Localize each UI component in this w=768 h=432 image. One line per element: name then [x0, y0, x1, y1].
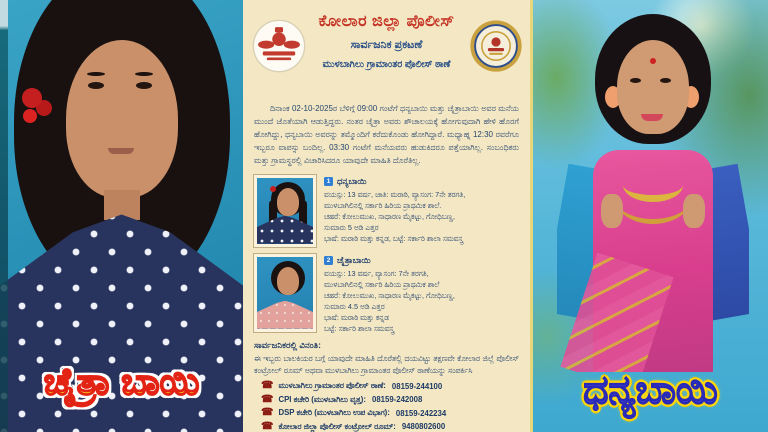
contact-list [254, 381, 519, 432]
public-request-section [254, 340, 519, 432]
contact-label: ಮುಳಬಾಗಿಲು ಗ್ರಾಮಾಂತರ ಪೊಲೀಸ್ ಠಾಣೆ: [278, 381, 386, 391]
public-request-text: ಈ ಇಬ್ಬರು ಬಾಲಕಿಯರ ಬಗ್ಗೆ ಯಾವುದೇ ಮಾಹಿತಿ ದೊರೆತಲ್ಲಿ ದಯವಿಟ್ಟು ತಕ್ಷಣವೇ ಕೋಲಾರ ಜಿಲ್ಲೆ ಪೊಲೀಸ್ ಕಂಟ್ರೋಲ್ ರೂಮ್ ಅಥವಾ ಮುಳಬಾಗಿಲು ಗ್ರಾಮಾಂತರ ಪೊಲೀಸ್ ಠಾಣೆಯನ್ನು ಸಂಪರ್ಕಿಸಿ [254, 354, 519, 376]
contact-label: CPI ಕಚೇರಿ (ಮುಳಬಾಗಿಲು ವೃತ್ತ): [278, 394, 366, 404]
person-name: ಧನ್ಯಬಾಯಿ [337, 175, 367, 186]
person-card-chaitrabai [254, 254, 519, 334]
face-shape [277, 188, 299, 216]
notice-title: ಕೋಲಾರ ಜಿಲ್ಲಾ ಪೊಲೀಸ್ [318, 13, 455, 30]
eye-shape [660, 78, 671, 83]
person-number-badge: 1 [324, 177, 333, 186]
notice-subtitle: ಸಾರ್ವಜನಿಕ ಪ್ರಕಟಣೆ [350, 39, 423, 51]
contact-row [261, 381, 519, 391]
person-detail-line: ವಯಸ್ಸು: 13 ವರ್ಷ, ವ್ಯಾಸಂಗ: 7ನೇ ತರಗತಿ, [324, 268, 429, 278]
telephone-icon: ☎ [261, 393, 274, 405]
left-photo-panel [0, 0, 243, 432]
person-detail-line: ಸುಮಾರು 4.5 ಅಡಿ ಎತ್ತರ [324, 302, 385, 311]
girl-face-shape [66, 40, 178, 198]
hand-shape [683, 194, 705, 228]
person-detail-line: ಚಹರೆ: ಕೋಲುಮುಖ, ಸಾಧಾರಣ ಮೈಕಟ್ಟು, ಗೋಧಿಬಣ್ಣ, [324, 211, 455, 221]
contact-row [261, 422, 519, 432]
face-shape [277, 267, 299, 295]
contact-phone: 08159-242234 [395, 408, 447, 418]
red-hair-flower [22, 88, 42, 108]
contact-label: ಕೋಲಾರ ಜಿಲ್ಲಾ ಪೊಲೀಸ್ ಕಂಟ್ರೋಲ್ ರೂಮ್: [278, 421, 396, 431]
person-detail-line: ಭಾಷೆ: ಮರಾಠಿ ಮತ್ತು ಕನ್ನಡ, ಬಟ್ಟೆ: ಸರ್ಕಾರಿ ಶಾಲಾ ಸಮವಸ್ತ್ರ [324, 234, 464, 244]
incident-description: ದಿನಾಂಕ 02-10-2025ರ ಬೆಳಿಗ್ಗೆ 09:00 ಗಂಟೆಗೆ ಧನ್ಯಬಾಯಿ ಮತ್ತು ಚೈತ್ರಾಬಾಯಿ ಅವರ ಮನೆಯ ಮುಂದೆ ಜೊತೆಯಾಗಿ ಆಡುತ್ತಿದ್ದರು. ನಂತರ ಚೈತ್ರಾ ಅವರು ಶೌಚಾಲಯಕ್ಕೆ ಹೋಗುವುದಾಗಿ ಹೇಳಿ ಹೊರಗೆ ಹೋಗಿದ್ದು, ಧನ್ಯಬಾಯಿ ಅವರನ್ನು ತಮ್ಮೊಂದಿಗೆ ಕರೆದುಕೊಂಡು ಹೋಗಿದ್ದಾರೆ. ಮಧ್ಯಾಹ್ನ 12:30 ರವರೆಗೂ ಇಬ್ಬರೂ ವಾಪಸ್ಸು ಬಂದಿಲ್ಲ. 03:30 ಗಂಟೆಗೆ ಮನೆಯವರು ಹುಡುಕಿದರೂ ಪತ್ತೆಯಾಗಿಲ್ಲ. ಸಂಬಂಧಿಕರು ಮತ್ತು ಗ್ರಾಮಸ್ಥರಲ್ಲಿ ವಿಚಾರಿಸಿದರೂ ಯಾವುದೇ ಮಾಹಿತಿ ದೊರೆತಿಲ್ಲ. [254, 104, 519, 165]
eye-shape [136, 82, 152, 89]
person-number-badge: 2 [324, 256, 333, 265]
contact-phone: 9480802600 [401, 422, 446, 432]
lips-shape [641, 114, 663, 121]
dhanyabai-caption: ಧನ್ಯಬಾಯಿ [583, 369, 718, 412]
eye-shape [88, 82, 104, 89]
person-detail-line: ಚಹರೆ: ಕೋಲುಮುಖ, ಸಾಧಾರಣ ಮೈಕಟ್ಟು, ಗೋಧಿಬಣ್ಣ, [324, 290, 455, 300]
contact-row [261, 408, 519, 418]
public-request-heading: ಸಾರ್ವಜನಿಕರಲ್ಲಿ ವಿನಂತಿ: [254, 340, 321, 351]
right-photo-panel [530, 0, 768, 432]
mouth-shape [108, 148, 134, 154]
telephone-icon: ☎ [261, 420, 274, 432]
person-card-dhanyabai [254, 175, 519, 247]
contact-phone: 08159-242008 [371, 395, 423, 405]
telephone-icon: ☎ [261, 407, 274, 419]
hair-flower-shape [270, 186, 276, 192]
dhanyabai-thumbnail-photo [254, 175, 316, 247]
person-details [324, 175, 519, 247]
pink-dress-shape [257, 301, 313, 329]
person-detail-line: ಬಟ್ಟೆ: ಸರ್ಕಾರಿ ಶಾಲಾ ಸಮವಸ್ತ್ರ [324, 324, 395, 334]
eyebrow-shape [87, 72, 105, 76]
person-detail-line: ಭಾಷೆ: ಮರಾಠಿ ಮತ್ತು ಕನ್ನಡ [324, 313, 389, 323]
contact-row [261, 395, 519, 405]
kolar-district-police-badge-icon [469, 19, 523, 73]
hand-shape [601, 194, 623, 228]
traditional-dress [557, 142, 749, 372]
karnataka-state-emblem-icon [252, 19, 306, 73]
person-detail-line: ಮುಳಬಾಗಿಲಿನಲ್ಲಿ ಸರ್ಕಾರಿ ಹಿರಿಯ ಪ್ರಾಥಮಿಕ ಶಾಲೆ. [324, 200, 442, 210]
person-detail-line: ಸುಮಾರು 5 ಅಡಿ ಎತ್ತರ [324, 223, 379, 232]
telephone-icon: ☎ [261, 380, 274, 392]
chaitrabai-thumbnail-photo [254, 254, 316, 332]
police-station-name: ಮುಳಬಾಗಿಲು ಗ್ರಾಮಾಂತರ ಪೊಲೀಸ್ ಠಾಣೆ [322, 59, 451, 70]
person-detail-line: ಮುಳಬಾಗಿಲಿನಲ್ಲಿ ಸರ್ಕಾರಿ ಹಿರಿಯ ಪ್ರಾಥಮಿಕ ಶಾಲೆ [324, 279, 440, 289]
contact-label: DSP ಕಚೇರಿ (ಮುಳಬಾಗಿಲು ಉಪ ವಿಭಾಗ): [278, 408, 390, 418]
chaitra-caption: ಚೈತ್ರಾ ಬಾಯಿ [43, 361, 200, 402]
contact-phone: 08159-244100 [391, 381, 443, 391]
bindi-dot [650, 58, 656, 64]
eye-shape [630, 78, 641, 83]
person-detail-line: ವಯಸ್ಸು: 13 ವರ್ಷ, ಜಾತಿ: ಮರಾಠಿ, ವ್ಯಾಸಂಗ: 7ನೇ ತರಗತಿ, [324, 189, 466, 199]
notice-header [243, 13, 530, 97]
person-details [324, 254, 519, 334]
person-name: ಚೈತ್ರಾಬಾಯಿ [337, 254, 371, 265]
eyebrow-shape [135, 72, 153, 76]
police-notice-panel [243, 0, 530, 432]
gold-necklace-shape [615, 172, 691, 224]
